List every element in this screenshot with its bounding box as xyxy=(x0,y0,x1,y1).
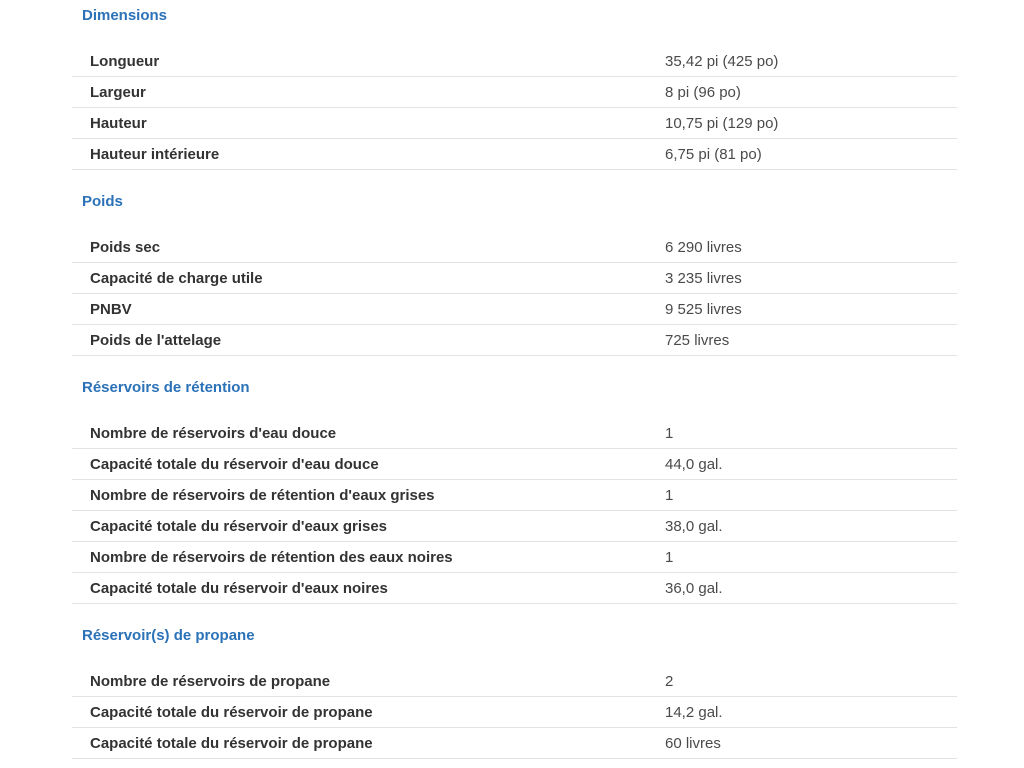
spec-row xyxy=(72,139,957,170)
spec-row xyxy=(72,666,957,697)
spec-sheet xyxy=(72,0,957,759)
spec-row xyxy=(72,46,957,77)
spec-value: 6 290 livres xyxy=(665,238,742,256)
spec-row xyxy=(72,511,957,542)
spec-value: 3 235 livres xyxy=(665,269,742,287)
spec-value: 10,75 pi (129 po) xyxy=(665,114,779,132)
spec-label: Nombre de réservoirs de rétention des eaux noires xyxy=(90,548,453,566)
spec-label: Capacité de charge utile xyxy=(90,269,263,287)
spec-label: Nombre de réservoirs d'eau douce xyxy=(90,424,337,442)
spec-table xyxy=(72,232,957,356)
spec-label: Capacité totale du réservoir d'eaux noires xyxy=(90,579,388,597)
spec-row xyxy=(72,449,957,480)
spec-value: 1 xyxy=(665,424,674,442)
spec-row xyxy=(72,480,957,511)
section-title: Poids xyxy=(82,193,123,210)
spec-label: Poids sec xyxy=(90,238,161,256)
spec-section xyxy=(72,378,957,604)
spec-value: 725 livres xyxy=(665,331,730,349)
spec-value: 6,75 pi (81 po) xyxy=(665,145,762,163)
spec-section xyxy=(72,192,957,356)
spec-row xyxy=(72,728,957,759)
spec-row xyxy=(72,418,957,449)
spec-value: 8 pi (96 po) xyxy=(665,83,741,101)
spec-value: 38,0 gal. xyxy=(665,517,723,535)
spec-value: 60 livres xyxy=(665,734,721,752)
section-title: Dimensions xyxy=(82,7,168,24)
spec-table xyxy=(72,418,957,604)
spec-row xyxy=(72,573,957,604)
spec-table xyxy=(72,666,957,759)
spec-row xyxy=(72,294,957,325)
spec-label: Largeur xyxy=(90,83,146,101)
spec-value: 1 xyxy=(665,486,674,504)
spec-label: Nombre de réservoirs de propane xyxy=(90,672,331,690)
spec-label: Nombre de réservoirs de rétention d'eaux grises xyxy=(90,486,435,504)
spec-value: 36,0 gal. xyxy=(665,579,723,597)
spec-value: 14,2 gal. xyxy=(665,703,723,721)
spec-row xyxy=(72,697,957,728)
spec-row xyxy=(72,232,957,263)
spec-label: Longueur xyxy=(90,52,160,70)
section-title: Réservoir(s) de propane xyxy=(82,627,255,644)
spec-label: Hauteur intérieure xyxy=(90,145,220,163)
spec-label: Capacité totale du réservoir d'eau douce xyxy=(90,455,379,473)
spec-value: 2 xyxy=(665,672,674,690)
spec-label: Capacité totale du réservoir de propane xyxy=(90,703,373,721)
spec-row xyxy=(72,108,957,139)
spec-row xyxy=(72,77,957,108)
spec-section xyxy=(72,6,957,170)
spec-label: Capacité totale du réservoir de propane xyxy=(90,734,373,752)
spec-row xyxy=(72,325,957,356)
spec-row xyxy=(72,263,957,294)
spec-row xyxy=(72,542,957,573)
spec-table xyxy=(72,46,957,170)
spec-value: 9 525 livres xyxy=(665,300,742,318)
spec-value: 44,0 gal. xyxy=(665,455,723,473)
section-title: Réservoirs de rétention xyxy=(82,379,250,396)
spec-value: 1 xyxy=(665,548,674,566)
spec-value: 35,42 pi (425 po) xyxy=(665,52,779,70)
spec-label: Poids de l'attelage xyxy=(90,331,222,349)
spec-section xyxy=(72,626,957,759)
spec-label: PNBV xyxy=(90,300,132,318)
spec-label: Capacité totale du réservoir d'eaux grises xyxy=(90,517,388,535)
spec-label: Hauteur xyxy=(90,114,147,132)
